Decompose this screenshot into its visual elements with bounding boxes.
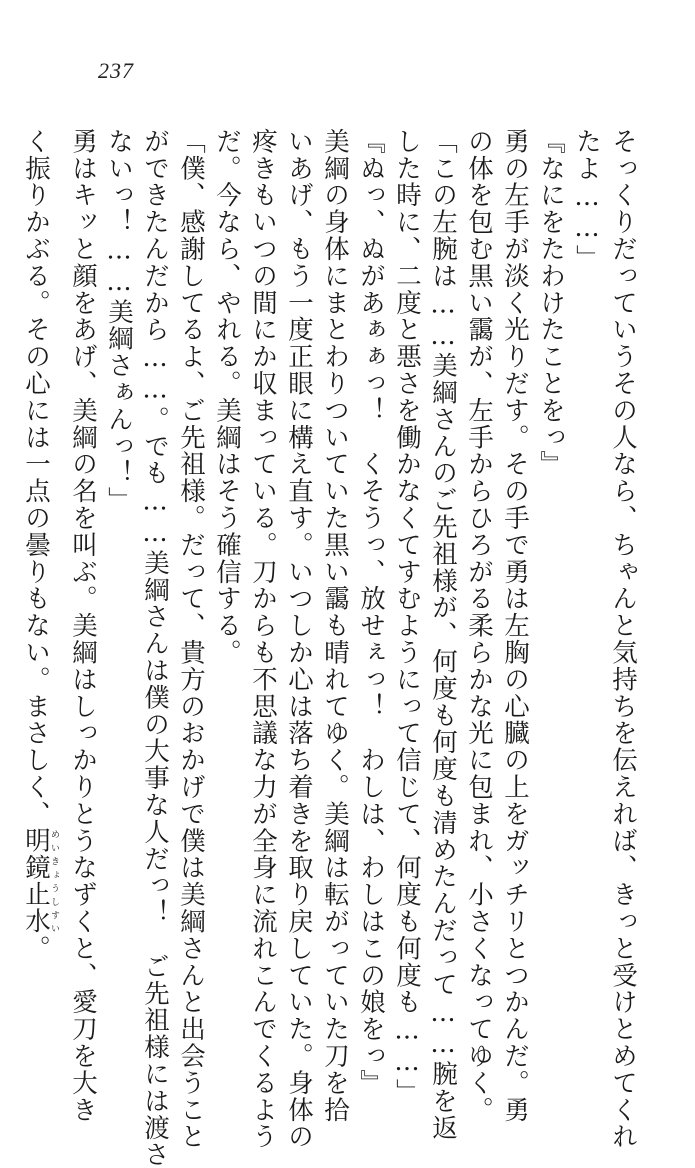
text-line-content: く振りかぶる。その心には一点の曇りもない。まさしく、 bbox=[21, 128, 51, 828]
vertical-text-body bbox=[21, 128, 638, 1168]
text-line: 「僕、感謝してるよ、ご先祖様。だって、貴方のおかげで僕は美綱さんと出会うこと bbox=[176, 128, 206, 1151]
text-line: 勇の左手が淡く光りだす。その手で勇は左胸の心臓の上をガッチリとつかんだ。勇 bbox=[500, 128, 530, 1124]
text-line: たよ……」 bbox=[572, 128, 602, 272]
text-line: いあげ、もう一度正眼に構え直す。いつしか心は落ち着きを取り戻していた。身体の bbox=[284, 128, 314, 1151]
closing-punctuation: 。 bbox=[21, 935, 51, 962]
text-line: 勇はキッと顔をあげ、美綱の名を叫ぶ。美綱はしっかりとうなずくと、愛刀を大き bbox=[68, 128, 98, 1124]
text-line: ないっ！……美綱さぁんっ！」 bbox=[104, 128, 134, 514]
page-number: 237 bbox=[98, 58, 134, 83]
text-line: 「この左腕は……美綱さんのご先祖様が、何度も何度も清めたんだって……腕を返 bbox=[428, 128, 458, 1142]
text-line: そっくりだっていうその人なら、ちゃんと気持ちを伝えれば、きっと受けとめてくれ bbox=[608, 128, 638, 1151]
text-line: 美綱の身体にまとわりついていた黒い靄も晴れてゆく。美綱は転がっていた刀を拾 bbox=[320, 128, 350, 1124]
ruby-phrase bbox=[21, 827, 59, 936]
text-line: した時に、二度と悪さを働かなくてすむようにって信じて、何度も何度も……」 bbox=[392, 128, 422, 1106]
text-line: の体を包む黒い靄が、左手からひろがる柔らかな光に包まれ、小さくなってゆく。 bbox=[464, 128, 494, 1124]
ruby-base: 明鏡止水 bbox=[21, 827, 51, 936]
text-line: 『なにをたわけたことをっ』 bbox=[536, 128, 566, 478]
text-line: ができたんだから……。でも……美綱さんは僕の大事な人だっ！ ご先祖様には渡さ bbox=[140, 128, 170, 1168]
text-line: 疼きもいつの間にか収まっている。刀からも不思議な力が全身に流れこんでくるよう bbox=[248, 128, 278, 1151]
text-line: だ。今なら、やれる。美綱はそう確信する。 bbox=[212, 128, 242, 666]
ruby-reading: めいきょうしすい bbox=[49, 827, 59, 936]
text-line-last bbox=[21, 128, 59, 978]
text-line: 『ぬっ、ぬがあぁぁっ！ くそうっ、放せぇっ！ わしは、わしはこの娘をっ』 bbox=[356, 128, 386, 1097]
